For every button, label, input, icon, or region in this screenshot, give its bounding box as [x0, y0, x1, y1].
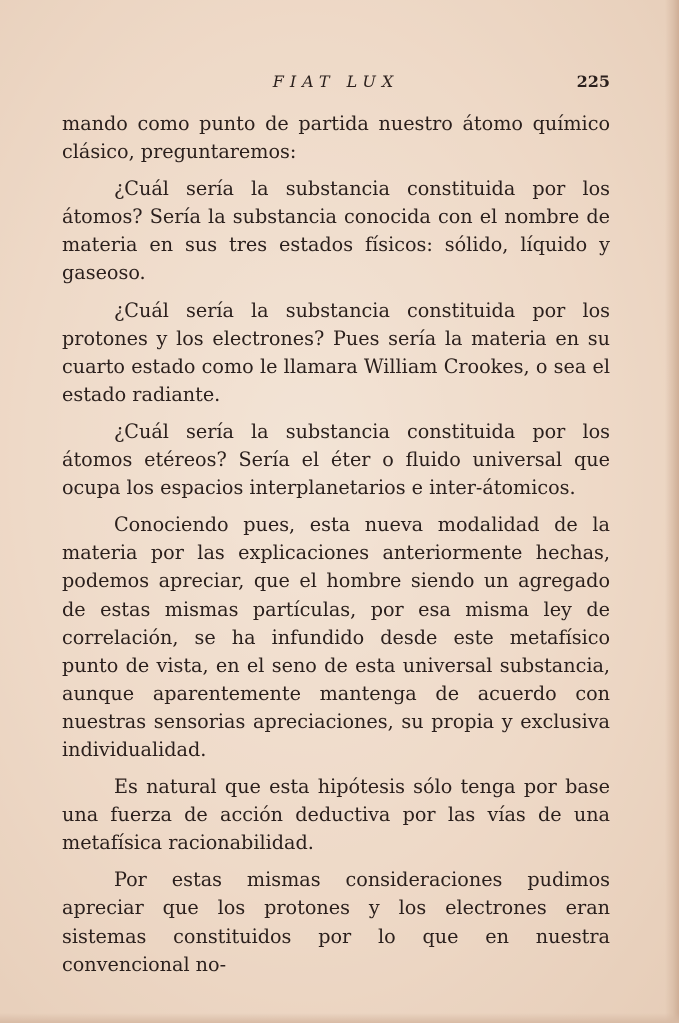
paragraph-hypothesis: Es natural que esta hipótesis sólo tenga por base una fuerza de acción deductiva por las vías de una metafísica racionabilidad. — [62, 775, 610, 855]
paragraph-knowing: Conociendo pues, esta nueva modalidad de la materia por las explicaciones anteriormente hechas, podemos apreciar, que el hombre siendo un agregado de estas mismas partículas, por esa misma ley de correlación, se ha infundido desde este metafísico punto de vista, en el seno de esta universal substancia, aunque aparentemente mantenga de acuerdo con nuestras sensorias apreciaciones, su propia y exclusiva individualidad. — [62, 513, 610, 761]
paragraph-considerations: Por estas mismas consideraciones pudimos apreciar que los protones y los electrones eran sistemas constituidos por lo que en nuestra convencional no- — [62, 868, 610, 976]
page-number: 225 — [576, 72, 610, 91]
paragraph-question-atoms: ¿Cuál sería la substancia constituida por los átomos? Sería la substancia conocida con el nombre de materia en sus tres estados físicos: sólido, líquido y gaseoso. — [62, 177, 610, 285]
paragraph-continuation: mando como punto de partida nuestro átomo químico clásico, preguntaremos: — [62, 112, 610, 164]
paragraph-question-ether: ¿Cuál sería la substancia constituida por los átomos etéreos? Sería el éter o fluido universal que ocupa los espacios interplanetarios e inter-átomicos. — [62, 419, 610, 500]
page-edge-right — [665, 0, 679, 1023]
paragraph-question-protons: ¿Cuál sería la substancia constituida por los protones y los electrones? Pues sería la materia en su cuarto estado como le llamara William Crookes, o sea el estado radiante. — [62, 298, 610, 406]
page-edge-bottom — [0, 1013, 679, 1023]
running-title: FIAT LUX — [272, 72, 400, 91]
page-header — [62, 72, 610, 96]
page-body — [62, 110, 610, 979]
